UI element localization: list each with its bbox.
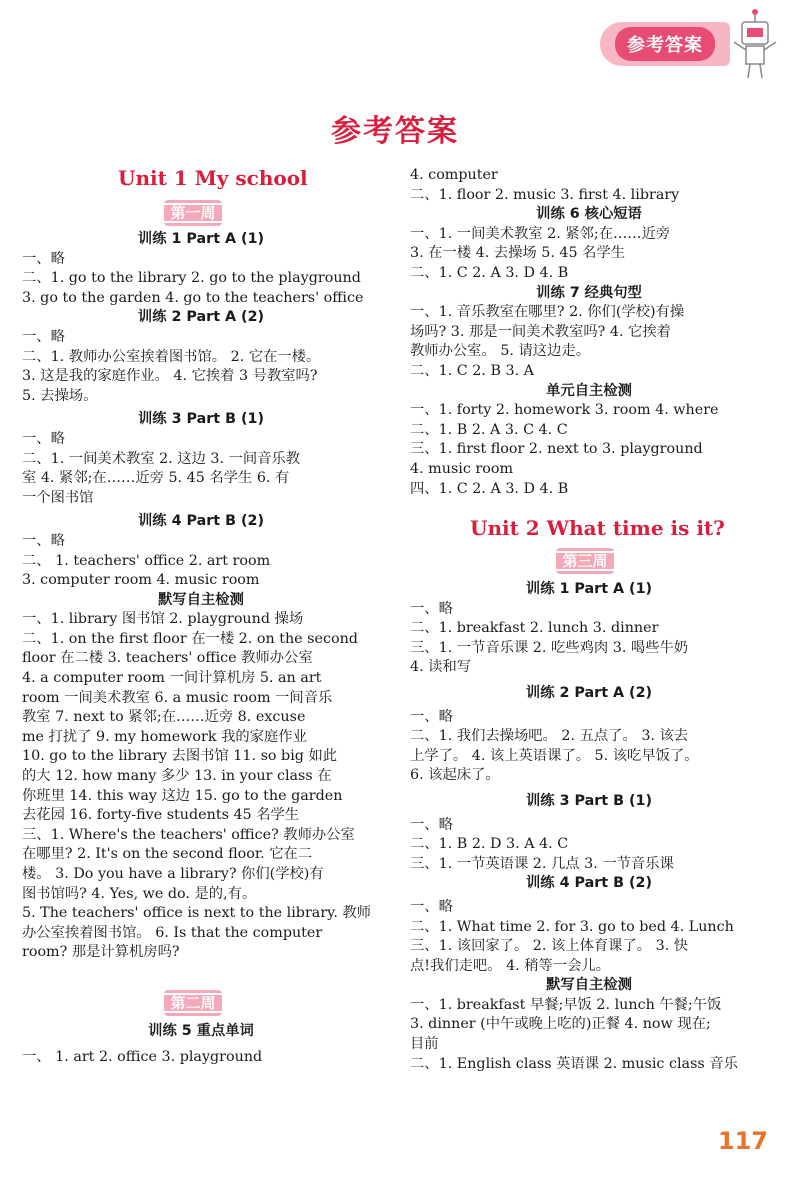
section-title: 训练 1 Part A (1) bbox=[525, 581, 653, 597]
answer-line: 3. go to the garden 4. go to the teachers' office bbox=[22, 289, 364, 306]
answer-line: 二、1. C 2. B 3. A bbox=[410, 362, 535, 379]
answer-line: 二、1. B 2. D 3. A 4. C bbox=[410, 836, 569, 853]
answer-line: 一、1. 一间美术教室 2. 紧邻;在……近旁 bbox=[410, 225, 671, 242]
section-title: 训练 4 Part B (2) bbox=[138, 513, 264, 530]
answer-line: 3. 在一楼 4. 去操场 5. 45 名学生 bbox=[410, 245, 626, 262]
answer-line: 一、略 bbox=[22, 250, 65, 267]
week-badge: 第三周 bbox=[556, 548, 614, 574]
section-title: 训练 5 重点单词 bbox=[148, 1023, 254, 1039]
answer-line: 一个图书馆 bbox=[22, 489, 94, 506]
answer-line: 一、略 bbox=[22, 328, 65, 345]
answer-ribbon bbox=[600, 22, 730, 66]
answer-line: 二、1. English class 英语课 2. music class 音乐 bbox=[410, 1055, 738, 1072]
answer-line: 你班里 14. this way 这边 15. go to the garden bbox=[22, 787, 343, 804]
answer-line: 3. 这是我的家庭作业。 4. 它挨着 3 号教室吗? bbox=[22, 368, 318, 385]
answer-line: 二、1. breakfast 2. lunch 3. dinner bbox=[410, 620, 659, 637]
answer-line: 图书馆吗? 4. Yes, we do. 是的,有。 bbox=[22, 885, 257, 902]
answer-line: 一、略 bbox=[22, 430, 65, 447]
left-column-bottom bbox=[22, 1022, 380, 1067]
answer-line: 一、略 bbox=[410, 600, 453, 617]
answer-line: 二、1. What time 2. for 3. go to bed 4. Lunch bbox=[410, 918, 734, 935]
answer-line: 办公室挨着图书馆。 6. Is that the computer bbox=[22, 924, 323, 941]
page-title: 参考答案 bbox=[331, 114, 459, 149]
answer-line: 二、 1. teachers' office 2. art room bbox=[22, 552, 271, 569]
answer-line: 5. The teachers' office is next to the library. 教师 bbox=[22, 905, 372, 922]
answer-line: 一、略 bbox=[410, 708, 453, 725]
section-title: 训练 2 Part A (2) bbox=[525, 684, 653, 701]
answer-line: 三、1. Where's the teachers' office? 教师办公室 bbox=[22, 826, 355, 843]
answer-line: 教室 7. next to 紧邻;在……近旁 8. excuse bbox=[22, 709, 306, 726]
answer-line: 3. dinner (中午或晚上吃的)正餐 4. now 现在; bbox=[410, 1016, 711, 1033]
answer-line: 一、略 bbox=[410, 898, 453, 915]
answer-line: 二、1. 教师办公室挨着图书馆。 2. 它在一楼。 bbox=[22, 348, 321, 365]
answer-line: 4. music room bbox=[410, 460, 514, 477]
answer-line: 4. a computer room 一间计算机房 5. an art bbox=[22, 670, 322, 687]
right-column-unit2 bbox=[410, 580, 768, 1074]
answer-line: 一、1. 音乐教室在哪里? 2. 你们(学校)有操 bbox=[410, 304, 685, 321]
unit1-title: Unit 1 My school bbox=[118, 166, 308, 190]
section-title: 训练 7 经典句型 bbox=[536, 284, 642, 301]
answer-line: room? 那是计算机房吗? bbox=[22, 944, 180, 961]
section-title: 默写自主检测 bbox=[546, 977, 632, 994]
section-title: 训练 3 Part B (1) bbox=[138, 411, 264, 428]
answer-line: 在哪里? 2. It's on the second floor. 它在二 bbox=[22, 846, 313, 863]
section-title: 单元自主检测 bbox=[546, 382, 632, 399]
section-title: 训练 6 核心短语 bbox=[536, 206, 642, 223]
answer-line: 二、1. 一间美术教室 2. 这边 3. 一间音乐教 bbox=[22, 450, 301, 467]
answer-line: 三、1. 一节英语课 2. 几点 3. 一节音乐课 bbox=[410, 855, 674, 872]
answer-line: 一、略 bbox=[410, 816, 453, 833]
answer-line: 的大 12. how many 多少 13. in your class 在 bbox=[22, 768, 332, 785]
answer-line: 3. computer room 4. music room bbox=[22, 572, 260, 589]
section-title: 训练 4 Part B (2) bbox=[526, 875, 652, 892]
answer-line: 4. computer bbox=[410, 167, 498, 183]
week-badge: 第二周 bbox=[164, 990, 222, 1016]
answer-line: 三、1. 一节音乐课 2. 吃些鸡肉 3. 喝些牛奶 bbox=[410, 639, 689, 656]
answer-line: 一、1. breakfast 早餐;早饭 2. lunch 午餐;午饭 bbox=[410, 996, 722, 1013]
page-number: 117 bbox=[717, 1127, 768, 1155]
answer-line: 上学了。 4. 该上英语课了。 5. 该吃早饭了。 bbox=[410, 747, 699, 764]
section-title: 训练 2 Part A (2) bbox=[137, 309, 265, 326]
answer-line: 三、1. first floor 2. next to 3. playground bbox=[410, 441, 703, 458]
robot-mascot-icon bbox=[730, 8, 780, 80]
answer-line: 楼。 3. Do you have a library? 你们(学校)有 bbox=[22, 866, 324, 882]
section-title: 训练 3 Part B (1) bbox=[526, 792, 652, 809]
answer-line: 四、1. C 2. A 3. D 4. B bbox=[410, 480, 569, 497]
answer-line: 一、略 bbox=[22, 532, 65, 549]
section-title: 默写自主检测 bbox=[158, 591, 244, 608]
answer-line: 4. 读和写 bbox=[410, 659, 472, 676]
ribbon-label: 参考答案 bbox=[615, 27, 715, 61]
answer-line: 目前 bbox=[410, 1036, 439, 1053]
answer-line: 二、1. go to the library 2. go to the playground bbox=[22, 270, 361, 287]
answer-line: 二、1. 我们去操场吧。 2. 五点了。 3. 该去 bbox=[410, 728, 689, 745]
answer-line: room 一间美术教室 6. a music room 一间音乐 bbox=[22, 689, 333, 706]
answer-line: 二、1. on the first floor 在一楼 2. on the second bbox=[22, 630, 358, 647]
answer-line: 二、1. floor 2. music 3. first 4. library bbox=[410, 186, 680, 203]
answer-line: 二、1. B 2. A 3. C 4. C bbox=[410, 421, 568, 438]
answer-line: 5. 去操场。 bbox=[22, 387, 98, 404]
answer-line: me 打扰了 9. my homework 我的家庭作业 bbox=[22, 728, 307, 745]
answer-line: 去花园 16. forty-five students 45 名学生 bbox=[22, 807, 300, 824]
answer-line: 一、1. library 图书馆 2. playground 操场 bbox=[22, 611, 304, 628]
answer-line: floor 在二楼 3. teachers' office 教师办公室 bbox=[22, 650, 313, 667]
answer-line: 室 4. 紧邻;在……近旁 5. 45 名学生 6. 有 bbox=[22, 470, 290, 487]
answer-line: 点!我们走吧。 4. 稍等一会儿。 bbox=[410, 957, 611, 974]
answer-line: 场吗? 3. 那是一间美术教室吗? 4. 它挨着 bbox=[410, 323, 671, 340]
section-title: 训练 1 Part A (1) bbox=[137, 231, 265, 247]
left-column bbox=[22, 230, 380, 963]
week-badge: 第一周 bbox=[164, 200, 222, 226]
right-column bbox=[410, 166, 768, 499]
answer-line: 三、1. 该回家了。 2. 该上体育课了。 3. 快 bbox=[410, 938, 689, 955]
answer-line: 10. go to the library 去图书馆 11. so big 如此 bbox=[22, 748, 338, 765]
answer-line: 6. 该起床了。 bbox=[410, 767, 500, 784]
answer-line: 一、 1. art 2. office 3. playground bbox=[22, 1048, 263, 1065]
answer-line: 二、1. C 2. A 3. D 4. B bbox=[410, 264, 569, 281]
unit2-title: Unit 2 What time is it? bbox=[470, 516, 725, 540]
answer-line: 教师办公室。 5. 请这边走。 bbox=[410, 343, 590, 360]
answer-line: 一、1. forty 2. homework 3. room 4. where bbox=[410, 402, 719, 419]
